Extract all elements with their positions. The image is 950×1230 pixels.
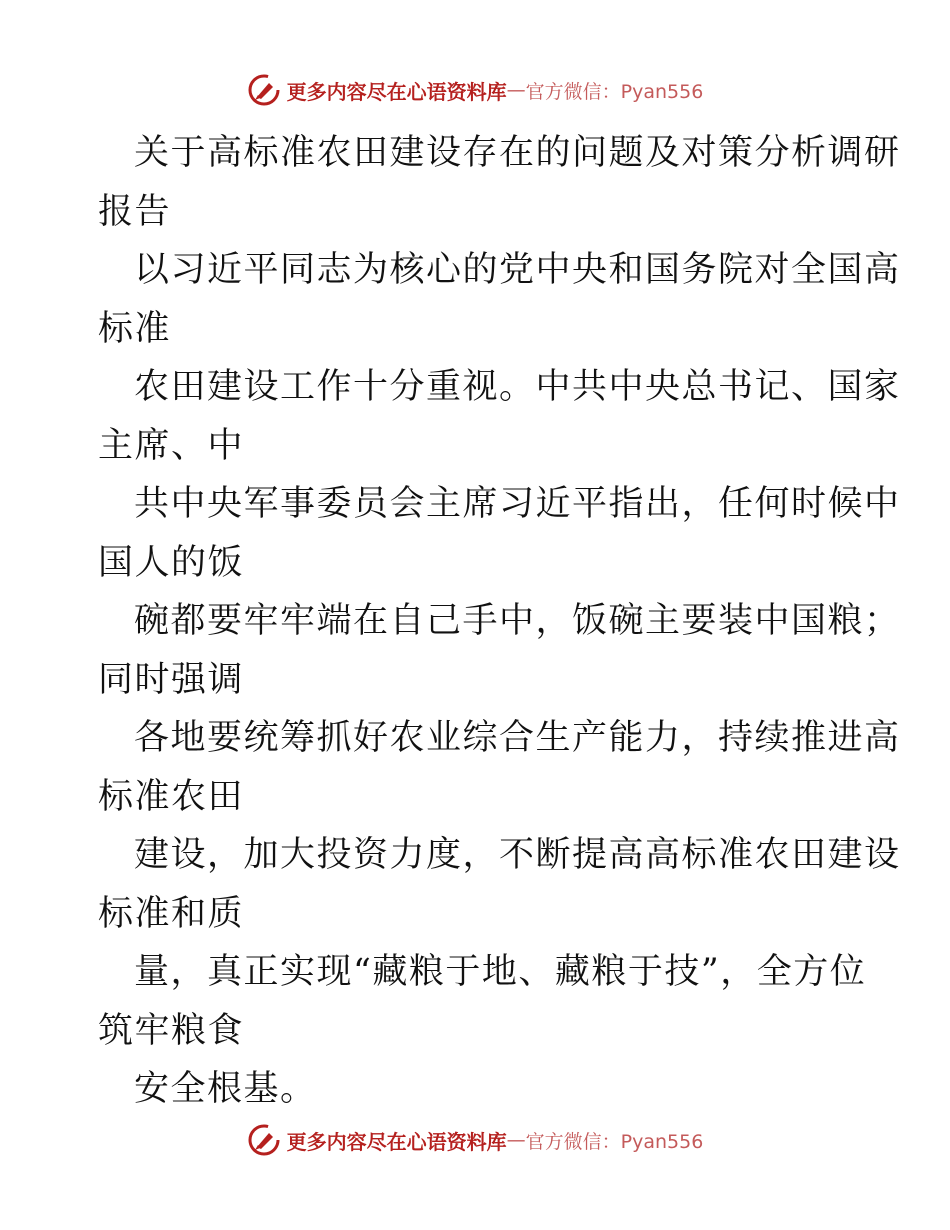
text-line: 关于高标准农田建设存在的问题及对策分析调研 — [134, 133, 901, 173]
text-line: 同时强调 — [98, 659, 245, 700]
text-line: 建设，加大投资力度，不断提高高标准农田建设 — [134, 835, 901, 875]
text-line: 量，真正实现“藏粮于地、藏粮于技”，全方位 — [134, 952, 867, 992]
text-line: 标准和质 — [98, 893, 245, 934]
pen-circle-logo-icon — [247, 73, 281, 107]
banner-dash: — — [506, 79, 526, 101]
text-line: 碗都要牢牢端在自己手中，饭碗主要装中国粮； — [134, 601, 901, 641]
text-line: 共中央军事委员会主席习近平指出，任何时候中 — [134, 484, 901, 524]
banner-main-text: 更多内容尽在心语资料库 — [286, 1129, 507, 1154]
banner-wechat-text: 官方微信：Pyan556 — [525, 1130, 704, 1153]
text-line: 各地要统筹抓好农业综合生产能力，持续推进高 — [134, 718, 901, 758]
banner-dash: — — [506, 1129, 526, 1151]
footer-banner — [0, 1120, 950, 1160]
document-body — [98, 124, 901, 1119]
text-line: 报告 — [98, 191, 172, 232]
text-line: 筑牢粮食 — [98, 1010, 245, 1051]
text-line: 主席、中 — [98, 425, 245, 466]
header-banner — [0, 70, 950, 110]
text-line: 标准 — [98, 308, 172, 349]
banner-wechat-text: 官方微信：Pyan556 — [525, 80, 704, 103]
pen-circle-logo-icon — [247, 1123, 281, 1157]
banner-main-text: 更多内容尽在心语资料库 — [286, 79, 507, 104]
text-line: 安全根基。 — [134, 1069, 317, 1109]
text-line: 国人的饭 — [98, 542, 245, 583]
text-line: 标准农田 — [98, 776, 245, 817]
text-line: 以习近平同志为核心的党中央和国务院对全国高 — [134, 250, 901, 290]
text-line: 农田建设工作十分重视。中共中央总书记、国家 — [134, 367, 901, 407]
